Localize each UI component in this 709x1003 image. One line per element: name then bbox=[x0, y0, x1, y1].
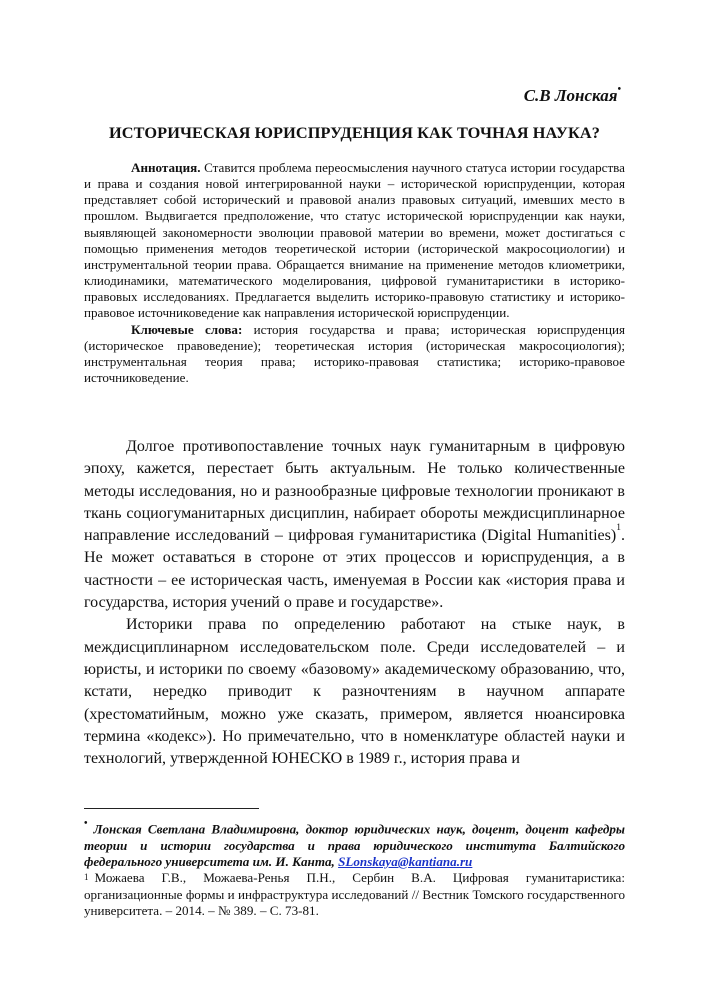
body-paragraph-1 bbox=[84, 436, 625, 614]
body-text bbox=[84, 436, 625, 770]
footnote-author-text: Лонская Светлана Владимировна, доктор юридических наук, доцент, доцент кафедры теории и истории государства и права юридического института Балтийского федерального университета им. И. Канта, bbox=[84, 821, 625, 869]
abstract-label: Аннотация. bbox=[131, 160, 201, 175]
footnote-author-mark: • bbox=[84, 818, 88, 829]
keywords-paragraph bbox=[84, 322, 625, 387]
footnote-ref-1[interactable]: 1 bbox=[616, 523, 621, 534]
keywords-label: Ключевые слова: bbox=[131, 321, 243, 337]
abstract-paragraph bbox=[84, 160, 625, 322]
author-name-text: С.В Лонская bbox=[523, 86, 618, 105]
footnotes bbox=[84, 818, 625, 919]
author-email-link[interactable]: SLonskaya@kantiana.ru bbox=[338, 853, 473, 869]
abstract-text: Ставится проблема переосмысления научного статуса истории государства и права и создания новой интегрированной науки – исторической юриспруденции, которая представляет собой исторический и правовой анализ правовых ситуаций, имевших место в прошлом. Выдвигается предположение, что статус исторической юриспруденции как науки, выявляющей закономерности эволюции правовой материи во времени, может достигаться с помощью применения методов теоретической истории (исторической макросоциологии) и инструментальной теории права. Обращается внимание на применение методов клиометрики, клиодинамики, математического моделирования, цифровой гуманитаристики в историко-правовых исследованиях. Предлагается выделить историко-правовую статистику и историко-правовое источниковедение как направления исторической юриспруденции. bbox=[84, 160, 625, 321]
article-title: ИСТОРИЧЕСКАЯ ЮРИСПРУДЕНЦИЯ КАК ТОЧНАЯ НАУКА? bbox=[109, 123, 600, 142]
body-paragraph-1-part-b: . Не может оставаться в стороне от этих процессов и юриспруденция, а в частности – ее историческая часть, именуемая в России как «история права и государства, история учений о праве и государстве». bbox=[84, 527, 625, 612]
body-paragraph-2: Историки права по определению работают на стыке наук, в междисциплинарном исследовательском поле. Среди исследователей – и юристы, и историки по своему «базовому» академическому образованию, что, кстати, нередко приводит к разночтениям в научном аппарате (хрестоматийным, можно уже сказать, примером, является нюансировка термина «кодекс»). Но примечательно, что в номенклатуре областей науки и технологий, утвержденной ЮНЕСКО в 1989 г., история права и bbox=[84, 616, 625, 768]
footnote-author bbox=[84, 818, 625, 870]
author-footnote-mark: • bbox=[617, 84, 621, 96]
footnote-separator bbox=[84, 808, 259, 809]
abstract-block bbox=[84, 160, 625, 386]
body-paragraph-1-part-a: Долгое противопоставление точных наук гуманитарным в цифровую эпоху, кажется, перестает быть актуальным. Не только количественные методы исследования, но и разнообразные цифровые технологии проникают в ткань социогуманитарных дисциплин, набирает обороты междисциплинарное направление исследований – цифровая гуманитаристика (Digital Humanities) bbox=[84, 438, 625, 545]
footnote-1 bbox=[84, 870, 625, 919]
keywords-text: история государства и права; историческая юриспруденция (историческое правоведение); теоретическая история (историческая макросоциология); инструментальная теория права; историко-правовая статистика; историко-правовое источниковедение. bbox=[84, 321, 625, 386]
author-name bbox=[524, 86, 621, 106]
footnote-1-number: 1 bbox=[84, 872, 89, 883]
footnote-1-text: Можаева Г.В., Можаева-Ренья П.Н., Сербин В.А. Цифровая гуманитаристика: организационные формы и инфраструктура исследований // Вестник Томского государственного университета. – 2014. – № 389. – С. 73-81. bbox=[84, 870, 625, 918]
